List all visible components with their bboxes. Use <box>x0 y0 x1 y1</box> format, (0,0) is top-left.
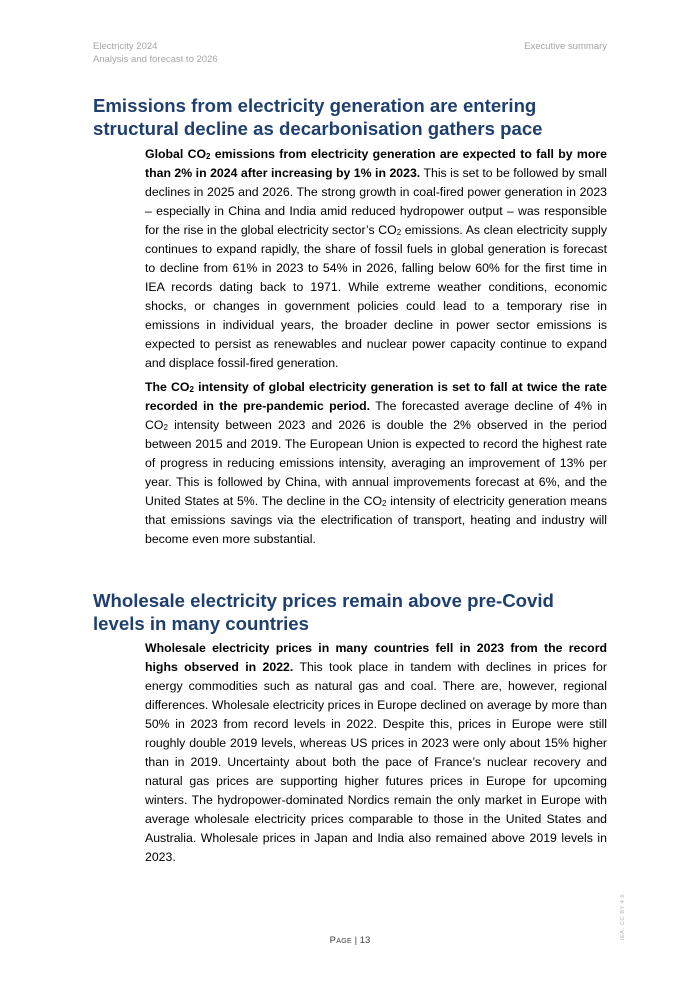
lead-sentence: The $CO_2$ intensity of global electricity generation is set to fall at twice the rate recorded in the pre-pandemic period. <box>145 380 607 413</box>
page-footer <box>0 935 700 946</box>
body-text: intensity between 2023 and 2026 is double the 2% observed in the period between 2015 and 2019. The European Union is expected to record the highest rate of progress in reducing emissions intensity, averaging an improvement of 13% per year. This is followed by China, with annual improvements forecast at 6%, and the United States at 5%. The decline in the CO <box>145 418 607 508</box>
heading-line: Wholesale electricity prices remain above pre-Covid <box>93 590 554 611</box>
lead-sentence: Wholesale electricity prices in many countries fell in 2023 from the record highs observed in 2022. <box>145 641 607 674</box>
body-text: This took place in tandem with declines in prices for energy commodities such as natural gas and coal. There are, however, regional differences. Wholesale electricity prices in Europe declined on average by more than 50% in 2023 from record levels in 2022. Despite this, prices in Europe were still roughly double 2019 levels, whereas US prices in 2023 were only about 15% higher than in 2019. Uncertainty about both the pace of France’s nuclear recovery and natural gas prices are supporting higher futures prices in Europe for upcoming winters. The hydropower-dominated Nordics remain the only market in Europe with average wholesale electricity prices comparable to those in the United States and Australia. Wholesale prices in Japan and India also remained above 2019 levels in 2023. <box>145 660 607 864</box>
page-separator: | <box>352 935 360 946</box>
lead-sentence: Global $CO_2$ emissions from electricity generation are expected to fall by more than 2% in 2024 after increasing by 1% in 2023. <box>145 147 608 180</box>
body-text: The forecasted average decline of 4% in CO <box>145 399 607 432</box>
body-text: This is set to be followed by small declines in 2025 and 2026. The strong growth in coal-fired power generation in 2023 – especially in China and India amid reduced hydropower output – was responsible for the rise in the global electricity sector’s CO <box>145 166 607 237</box>
running-header-left <box>93 40 218 66</box>
paragraph-wholesale-prices <box>145 639 607 867</box>
paragraph-emissions-outlook: Global $CO_2$ emissions from electricity generation are expected to fall by more than 2% in 2024 after increasing by 1% in 2023. This is set to be followed by small declines in 2025 and 2026. The strong growth in coal-fired power generation in 2023 – especially in China and India amid reduced hydropower output – was responsible for the rise in the global electricity sector’s $CO_2$ emissions. As clean electricity supply continues to expand rapidly, the share of fossil fuels in global generation is forecast to decline from 61% in 2023 to 54% in 2026, falling below 60% for the first time in IEA records dating back to 1971. While extreme weather conditions, economic shocks, or changes in government policies could lead to a temporary rise in emissions in individual years, the broader decline in power sector emissions is expected to persist as renewables and nuclear power capacity continue to expand and displace fossil-fired generation. <box>145 147 608 370</box>
body-text: intensity of electricity generation means that emissions savings via the electrification of transport, heating and industry will become even more substantial. <box>145 494 607 546</box>
body-text: emissions. As clean electricity supply continues to expand rapidly, the share of fossil fuels in global generation is forecast to decline from 61% in 2023 to 54% in 2026, falling below 60% for the first time in IEA records dating back to 1971. While extreme weather conditions, economic shocks, or changes in government policies could lead to a temporary rise in emissions in individual years, the broader decline in power sector emissions is expected to persist as renewables and nuclear power capacity continue to expand and displace fossil-fired generation. <box>145 223 607 370</box>
heading-line: levels in many countries <box>93 613 309 634</box>
heading-line: structural decline as decarbonisation gathers pace <box>93 118 543 139</box>
section-heading-wholesale-prices <box>93 589 593 635</box>
report-subtitle: Analysis and forecast to 2026 <box>93 54 218 65</box>
page-label: Page <box>329 935 352 946</box>
page-number: 13 <box>359 935 371 946</box>
report-title: Electricity 2024 <box>93 41 158 52</box>
paragraph-co2-intensity: The $CO_2$ intensity of global electricity generation is set to fall at twice the rate recorded in the pre-pandemic period. The forecasted average decline of 4% in $CO_2$ intensity between 2023 and 2026 is double the 2% observed in the period between 2015 and 2019. The European Union is expected to record the highest rate of progress in reducing emissions intensity, averaging an improvement of 13% per year. This is followed by China, with annual improvements forecast at 6%, and the United States at 5%. The decline in the $CO_2$ intensity of electricity generation means that emissions savings via the electrification of transport, heating and industry will become even more substantial. <box>145 380 607 546</box>
license-notice: IEA. CC BY 4.0. <box>620 891 626 940</box>
section-heading-emissions <box>93 94 593 140</box>
heading-line: Emissions from electricity generation are entering <box>93 95 537 116</box>
section-label: Executive summary <box>524 41 607 52</box>
